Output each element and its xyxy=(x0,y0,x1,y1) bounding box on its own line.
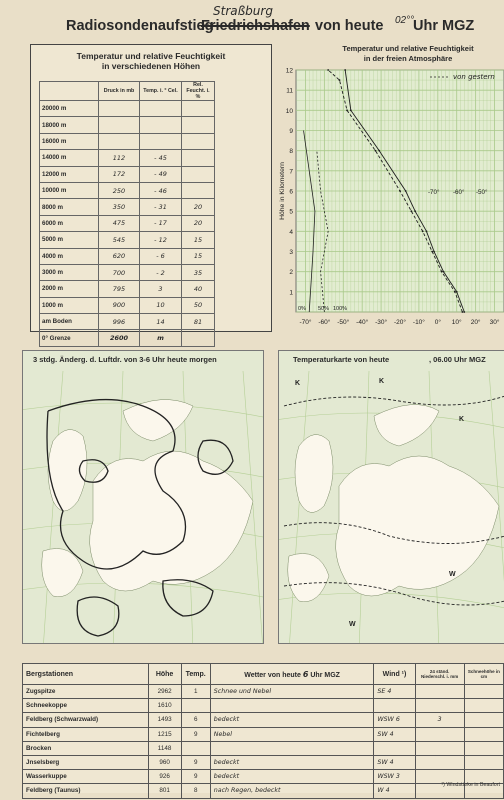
atmo-data-point xyxy=(422,230,424,232)
station-cell: Fichtelberg xyxy=(23,727,149,741)
col-temp: Temp. xyxy=(181,664,210,685)
height-cell xyxy=(99,133,140,149)
station-row xyxy=(23,685,504,699)
station-cell: Schneekoppe xyxy=(23,699,149,713)
atmo-data-point xyxy=(456,291,458,293)
left-map-title: 3 stdg. Änderg. d. Luftdr. von 3-6 Uhr heute morgen xyxy=(33,355,217,364)
station-cell: Wasserkuppe xyxy=(23,770,149,784)
height-row xyxy=(40,150,215,166)
height-cell: 4000 m xyxy=(40,248,99,264)
atmo-pct-label: 0% xyxy=(298,306,306,312)
atmosphere-chart xyxy=(278,44,504,330)
height-cell xyxy=(182,150,215,166)
temp-map-mark: W xyxy=(449,571,456,578)
height-row xyxy=(40,215,215,231)
height-cell: 10000 m xyxy=(40,182,99,198)
atmo-y-tick: 6 xyxy=(289,188,293,196)
stations-grid xyxy=(22,663,504,799)
height-row xyxy=(40,117,215,133)
height-cell: 700 xyxy=(99,264,140,280)
height-cell xyxy=(182,166,215,182)
station-row xyxy=(23,741,504,755)
station-cell: 926 xyxy=(148,770,181,784)
atmo-data-point xyxy=(350,109,352,111)
height-cell xyxy=(140,101,182,117)
col-niederschlag: 24 ständ. Niederschl. i. mm xyxy=(415,664,464,685)
station-cell xyxy=(181,699,210,713)
footnote: ¹) Windstärke in Beaufort xyxy=(441,782,500,788)
atmo-x-tick: 30° xyxy=(489,319,500,326)
height-row xyxy=(40,248,215,264)
atmo-y-label: Höhe in Kilometern xyxy=(279,162,286,220)
station-cell: SE 4 xyxy=(374,685,415,699)
height-cell: 996 xyxy=(99,314,140,330)
temp-map-mark: K xyxy=(295,380,301,387)
height-cell: 6000 m xyxy=(40,215,99,231)
atmo-y-tick: 5 xyxy=(289,208,293,216)
atmo-data-point xyxy=(426,230,428,232)
height-cell: 10 xyxy=(140,297,182,313)
height-cell: 15 xyxy=(182,248,215,264)
atmo-x-tick: -20° xyxy=(394,319,406,326)
height-row xyxy=(40,166,215,182)
height-col-header: Druck in mb xyxy=(99,82,140,101)
height-cell: 16000 m xyxy=(40,133,99,149)
temperature-map xyxy=(278,350,504,644)
height-cell: 1000 m xyxy=(40,297,99,313)
mountain-stations-table xyxy=(22,663,504,793)
atmo-y-tick: 7 xyxy=(289,168,293,176)
height-cell xyxy=(140,117,182,133)
atmo-data-point xyxy=(454,291,456,293)
atmo-side-label: -50° xyxy=(476,189,488,196)
station-cell: bedeckt xyxy=(210,713,374,727)
height-table-title: Temperatur und relative Feuchtigkeit in verschiedenen Höhen xyxy=(76,51,226,71)
atmo-y-tick: 9 xyxy=(289,128,293,135)
height-cell: 14000 m xyxy=(40,150,99,166)
height-cell: 5000 m xyxy=(40,232,99,248)
atmo-data-point xyxy=(414,210,416,212)
pressure-map-drawing xyxy=(23,351,263,643)
station-cell xyxy=(464,755,503,769)
station-cell: WSW 3 xyxy=(374,770,415,784)
atmo-data-point xyxy=(433,251,435,253)
atmo-data-point xyxy=(463,311,465,313)
atmo-pct-label: 50% xyxy=(318,306,330,312)
atmo-y-tick: 11 xyxy=(286,87,293,95)
station-cell: bedeckt xyxy=(210,755,374,769)
station-cell: Nebel xyxy=(210,727,374,741)
handwritten-station: Straßburg xyxy=(213,4,273,18)
height-row xyxy=(40,101,215,117)
atmo-x-tick: 10° xyxy=(451,319,462,326)
zero-degree-cell: 0° Grenze xyxy=(40,330,99,346)
title-start: Radiosondenaufstieg xyxy=(66,18,214,34)
temperature-map-drawing xyxy=(279,351,504,643)
height-cell: 172 xyxy=(99,166,140,182)
station-cell: Feldberg (Taunus) xyxy=(23,784,149,798)
temp-map-mark: W xyxy=(349,621,356,628)
height-cell xyxy=(99,101,140,117)
height-cell: am Boden xyxy=(40,314,99,330)
station-cell: 6 xyxy=(181,713,210,727)
title-struck-station: Friedrichshafen xyxy=(201,18,310,34)
station-cell xyxy=(415,699,464,713)
title-suffix: Uhr MGZ xyxy=(413,18,475,34)
station-cell xyxy=(374,741,415,755)
height-cell xyxy=(182,182,215,198)
station-cell xyxy=(181,741,210,755)
atmo-y-tick: 8 xyxy=(289,148,293,156)
pressure-change-map xyxy=(22,350,264,644)
atmo-data-point xyxy=(399,190,401,192)
height-cell: 20 xyxy=(182,215,215,231)
zero-degree-cell: 2600 xyxy=(99,330,140,346)
height-cell: - 6 xyxy=(140,248,182,264)
station-cell: bedeckt xyxy=(210,770,374,784)
atmo-data-point xyxy=(443,271,445,273)
station-row xyxy=(23,755,504,769)
col-bergstationen: Bergstationen xyxy=(23,664,149,685)
station-cell xyxy=(374,699,415,713)
height-cell: 795 xyxy=(99,281,140,297)
atmo-pct-label: 100% xyxy=(333,306,348,312)
height-row xyxy=(40,314,215,330)
height-cell: - 12 xyxy=(140,232,182,248)
atmo-x-tick: -70° xyxy=(299,319,312,326)
atmo-x-tick: -10° xyxy=(412,319,425,326)
atmo-y-tick: 12 xyxy=(285,67,293,75)
station-cell xyxy=(464,699,503,713)
height-cell: 3 xyxy=(140,281,182,297)
station-cell: SW 4 xyxy=(374,727,415,741)
station-cell: Feldberg (Schwarzwald) xyxy=(23,713,149,727)
title-end: von heute xyxy=(315,18,384,34)
station-row xyxy=(23,770,504,784)
atmo-side-label: -60° xyxy=(453,189,465,196)
col-schneehoehe: Schneehöhe in cm xyxy=(464,664,503,685)
atmo-legend-label: von gestern xyxy=(453,73,495,81)
height-cell: 900 xyxy=(99,297,140,313)
atmo-side-label: -70° xyxy=(428,189,440,196)
height-row xyxy=(40,133,215,149)
height-cell: - 17 xyxy=(140,215,182,231)
station-cell: 9 xyxy=(181,755,210,769)
height-row xyxy=(40,232,215,248)
temp-map-mark: K xyxy=(459,416,465,423)
height-cell xyxy=(99,117,140,133)
zero-degree-row xyxy=(40,330,215,346)
station-cell: 9 xyxy=(181,727,210,741)
height-row xyxy=(40,182,215,198)
atmo-data-point xyxy=(339,79,341,81)
right-map-time: , 06.00 Uhr MGZ xyxy=(429,355,486,364)
height-cell: - 2 xyxy=(140,264,182,280)
height-col-header: Rel. Feucht. i. % xyxy=(182,82,215,101)
height-cell: 545 xyxy=(99,232,140,248)
zero-degree-cell xyxy=(182,330,215,346)
handwritten-time: 02°° xyxy=(395,15,415,26)
atmo-y-tick: 4 xyxy=(289,228,293,236)
station-cell: 960 xyxy=(148,755,181,769)
height-cell: 40 xyxy=(182,281,215,297)
station-cell xyxy=(415,741,464,755)
station-cell: nach Regen, bedeckt xyxy=(210,784,374,798)
station-cell: 8 xyxy=(181,784,210,798)
height-cell: 8000 m xyxy=(40,199,99,215)
atmo-y-tick: 3 xyxy=(289,249,293,256)
height-cell: 2000 m xyxy=(40,281,99,297)
height-row xyxy=(40,199,215,215)
height-cell: 14 xyxy=(140,314,182,330)
height-cell xyxy=(182,133,215,149)
atmo-data-point xyxy=(441,271,443,273)
col-wind: Wind ¹) xyxy=(374,664,415,685)
atmo-data-point xyxy=(462,311,464,313)
atmo-data-point xyxy=(431,251,433,253)
height-cell: 20000 m xyxy=(40,101,99,117)
atmo-y-tick: 10 xyxy=(285,107,293,115)
station-cell: 9 xyxy=(181,770,210,784)
station-cell: 1148 xyxy=(148,741,181,755)
atmo-y-tick: 1 xyxy=(289,289,293,297)
atmo-data-point xyxy=(344,69,346,71)
atmo-data-point xyxy=(327,69,329,71)
station-cell xyxy=(464,685,503,699)
handwritten-hour: 6 xyxy=(302,669,309,679)
height-cell: 81 xyxy=(182,314,215,330)
height-cell: 620 xyxy=(99,248,140,264)
station-cell: 1493 xyxy=(148,713,181,727)
height-cell: 18000 m xyxy=(40,117,99,133)
station-cell xyxy=(210,741,374,755)
col-hoehe: Höhe xyxy=(148,664,181,685)
station-cell: 2962 xyxy=(148,685,181,699)
station-cell xyxy=(210,699,374,713)
height-cell: 475 xyxy=(99,215,140,231)
station-cell xyxy=(464,727,503,741)
height-cell: 250 xyxy=(99,182,140,198)
atmo-data-point xyxy=(375,150,377,152)
atmo-data-point xyxy=(346,109,348,111)
height-cell: 350 xyxy=(99,199,140,215)
height-col-header xyxy=(40,82,99,101)
atmo-x-tick: 0° xyxy=(434,319,441,326)
height-cell: 3000 m xyxy=(40,264,99,280)
height-cell: - 45 xyxy=(140,150,182,166)
atmo-x-tick: 20° xyxy=(470,319,481,326)
station-cell xyxy=(415,755,464,769)
height-cell xyxy=(182,101,215,117)
atmo-data-point xyxy=(405,190,407,192)
station-cell: 1 xyxy=(181,685,210,699)
height-col-header: Temp. i. ° Cel. xyxy=(140,82,182,101)
height-grid xyxy=(39,81,215,347)
station-cell xyxy=(415,685,464,699)
height-cell: 50 xyxy=(182,297,215,313)
height-cell: 35 xyxy=(182,264,215,280)
station-row xyxy=(23,699,504,713)
atmo-x-tick: -60° xyxy=(318,319,331,326)
height-row xyxy=(40,264,215,280)
height-cell: 112 xyxy=(99,150,140,166)
station-cell: SW 4 xyxy=(374,755,415,769)
atmo-chart-title: Temperatur und relative Feuchtigkeit in der freien Atmosphäre xyxy=(342,44,474,63)
station-cell: 3 xyxy=(415,713,464,727)
height-table xyxy=(30,44,272,343)
atmo-x-tick: -30° xyxy=(375,319,388,326)
station-cell: Jnselsberg xyxy=(23,755,149,769)
height-cell: 15 xyxy=(182,232,215,248)
atmo-chart-svg xyxy=(278,44,504,330)
height-cell: 20 xyxy=(182,199,215,215)
station-cell xyxy=(464,713,503,727)
height-row xyxy=(40,297,215,313)
atmo-data-point xyxy=(378,150,380,152)
station-cell: WSW 6 xyxy=(374,713,415,727)
temp-map-mark: K xyxy=(379,378,385,385)
station-cell: Brocken xyxy=(23,741,149,755)
height-cell: - 46 xyxy=(140,182,182,198)
station-cell: W 4 xyxy=(374,784,415,798)
height-cell xyxy=(140,133,182,149)
station-row xyxy=(23,713,504,727)
station-cell: Schnee und Nebel xyxy=(210,685,374,699)
zero-degree-cell: m xyxy=(140,330,182,346)
height-cell: 12000 m xyxy=(40,166,99,182)
station-row xyxy=(23,784,504,798)
atmo-x-tick: -50° xyxy=(337,319,350,326)
station-cell: Zugspitze xyxy=(23,685,149,699)
height-cell: - 31 xyxy=(140,199,182,215)
height-cell: - 49 xyxy=(140,166,182,182)
right-map-title: Temperaturkarte von heute xyxy=(293,355,390,364)
height-cell xyxy=(182,117,215,133)
station-cell: 1215 xyxy=(148,727,181,741)
station-cell: 1610 xyxy=(148,699,181,713)
station-cell xyxy=(464,741,503,755)
station-cell: 801 xyxy=(148,784,181,798)
height-row xyxy=(40,281,215,297)
col-wetter: Wetter von heute 6 Uhr MGZ xyxy=(210,664,374,685)
atmo-data-point xyxy=(410,210,412,212)
atmo-y-tick: 2 xyxy=(289,269,293,277)
station-cell xyxy=(415,727,464,741)
atmo-x-tick: -40° xyxy=(356,319,369,326)
station-row xyxy=(23,727,504,741)
